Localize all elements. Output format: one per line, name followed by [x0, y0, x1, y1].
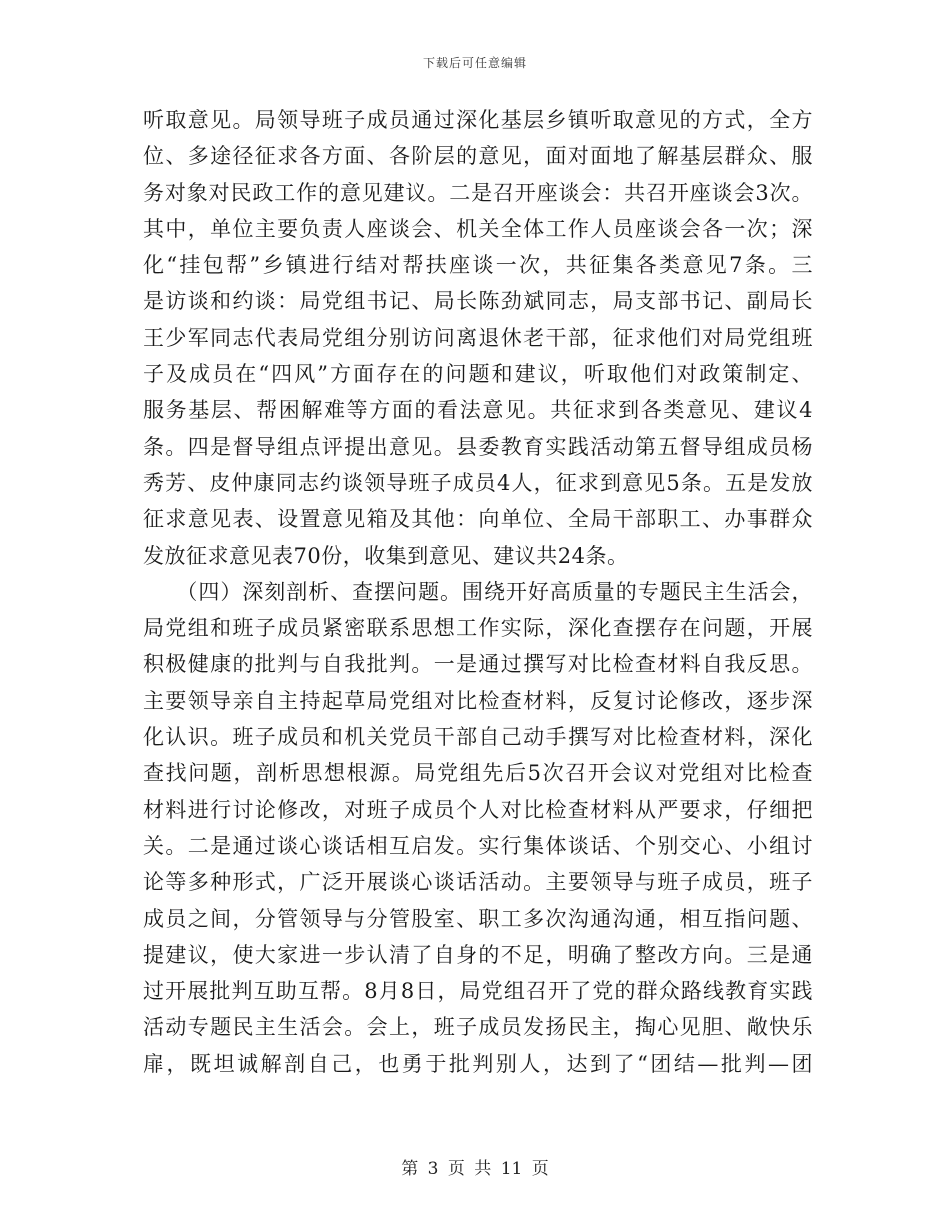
text-line: 主要领导亲自主持起草局党组对比检查材料，反复讨论修改，逐步深 — [143, 688, 813, 713]
text-line: 子及成员在“四风”方面存在的问题和建议，听取他们对政策制定、 — [143, 362, 813, 387]
text-line: 扉，既坦诚解剖自己，也勇于批判别人，达到了“团结—批判—团 — [143, 1051, 813, 1076]
text-line: 积极健康的批判与自我批判。一是通过撰写对比检查材料自我反思。 — [143, 652, 813, 677]
text-line: 是访谈和约谈：局党组书记、局长陈劲斌同志，局支部书记、副局长 — [143, 289, 813, 314]
document-body — [143, 102, 813, 1082]
text-line: 听取意见。局领导班子成员通过深化基层乡镇听取意见的方式，全方 — [143, 108, 813, 132]
text-line: 化“挂包帮”乡镇进行结对帮扶座谈一次，共征集各类意见7条。三 — [143, 253, 813, 278]
text-line: 活动专题民主生活会。会上，班子成员发扬民主，掏心见胆、敞快乐 — [143, 1015, 813, 1040]
page-number: 第 3 页 共 11 页 — [401, 1159, 549, 1179]
text-line: （四）深刻剖析、查摆问题。围绕开好高质量的专题民主生活会， — [143, 579, 813, 604]
text-line: 条。四是督导组点评提出意见。县委教育实践活动第五督导组成员杨 — [143, 434, 813, 459]
text-line: 发放征求意见表70份，收集到意见、建议共24条。 — [143, 543, 629, 568]
text-line: 查找问题，剖析思想根源。局党组先后5次召开会议对党组对比检查 — [143, 761, 813, 786]
text-line: 提建议，使大家进一步认清了自身的不足，明确了整改方向。三是通 — [143, 942, 813, 967]
text-line: 务对象对民政工作的意见建议。二是召开座谈会：共召开座谈会3次。 — [143, 180, 813, 205]
text-line: 材料进行讨论修改，对班子成员个人对比检查材料从严要求，仔细把 — [143, 797, 813, 822]
text-line: 过开展批判互助互帮。8月8日，局党组召开了党的群众路线教育实践 — [143, 979, 813, 1004]
text-line: 成员之间，分管领导与分管股室、职工多次沟通沟通，相互指问题、 — [143, 906, 813, 931]
text-line: 其中，单位主要负责人座谈会、机关全体工作人员座谈会各一次；深 — [143, 216, 813, 241]
text-line: 王少军同志代表局党组分别访问离退休老干部，征求他们对局党组班 — [143, 325, 813, 350]
text-line: 关。二是通过谈心谈话相互启发。实行集体谈话、个别交心、小组讨 — [143, 833, 813, 858]
text-line: 服务基层、帮困解难等方面的看法意见。共征求到各类意见、建议4 — [143, 398, 813, 423]
page-header: 下载后可任意编辑 — [422, 56, 527, 70]
text-line: 论等多种形式，广泛开展谈心谈话活动。主要领导与班子成员，班子 — [143, 870, 813, 895]
text-line: 化认识。班子成员和机关党员干部自己动手撰写对比检查材料，深化 — [143, 725, 813, 750]
text-line: 征求意见表、设置意见箱及其他：向单位、全局干部职工、办事群众 — [143, 507, 813, 532]
text-line: 局党组和班子成员紧密联系思想工作实际，深化查摆存在问题，开展 — [143, 616, 813, 641]
text-line: 位、多途径征求各方面、各阶层的意见，面对面地了解基层群众、服 — [143, 144, 813, 169]
text-line: 秀芳、皮仲康同志约谈领导班子成员4人，征求到意见5条。五是发放 — [143, 470, 813, 495]
